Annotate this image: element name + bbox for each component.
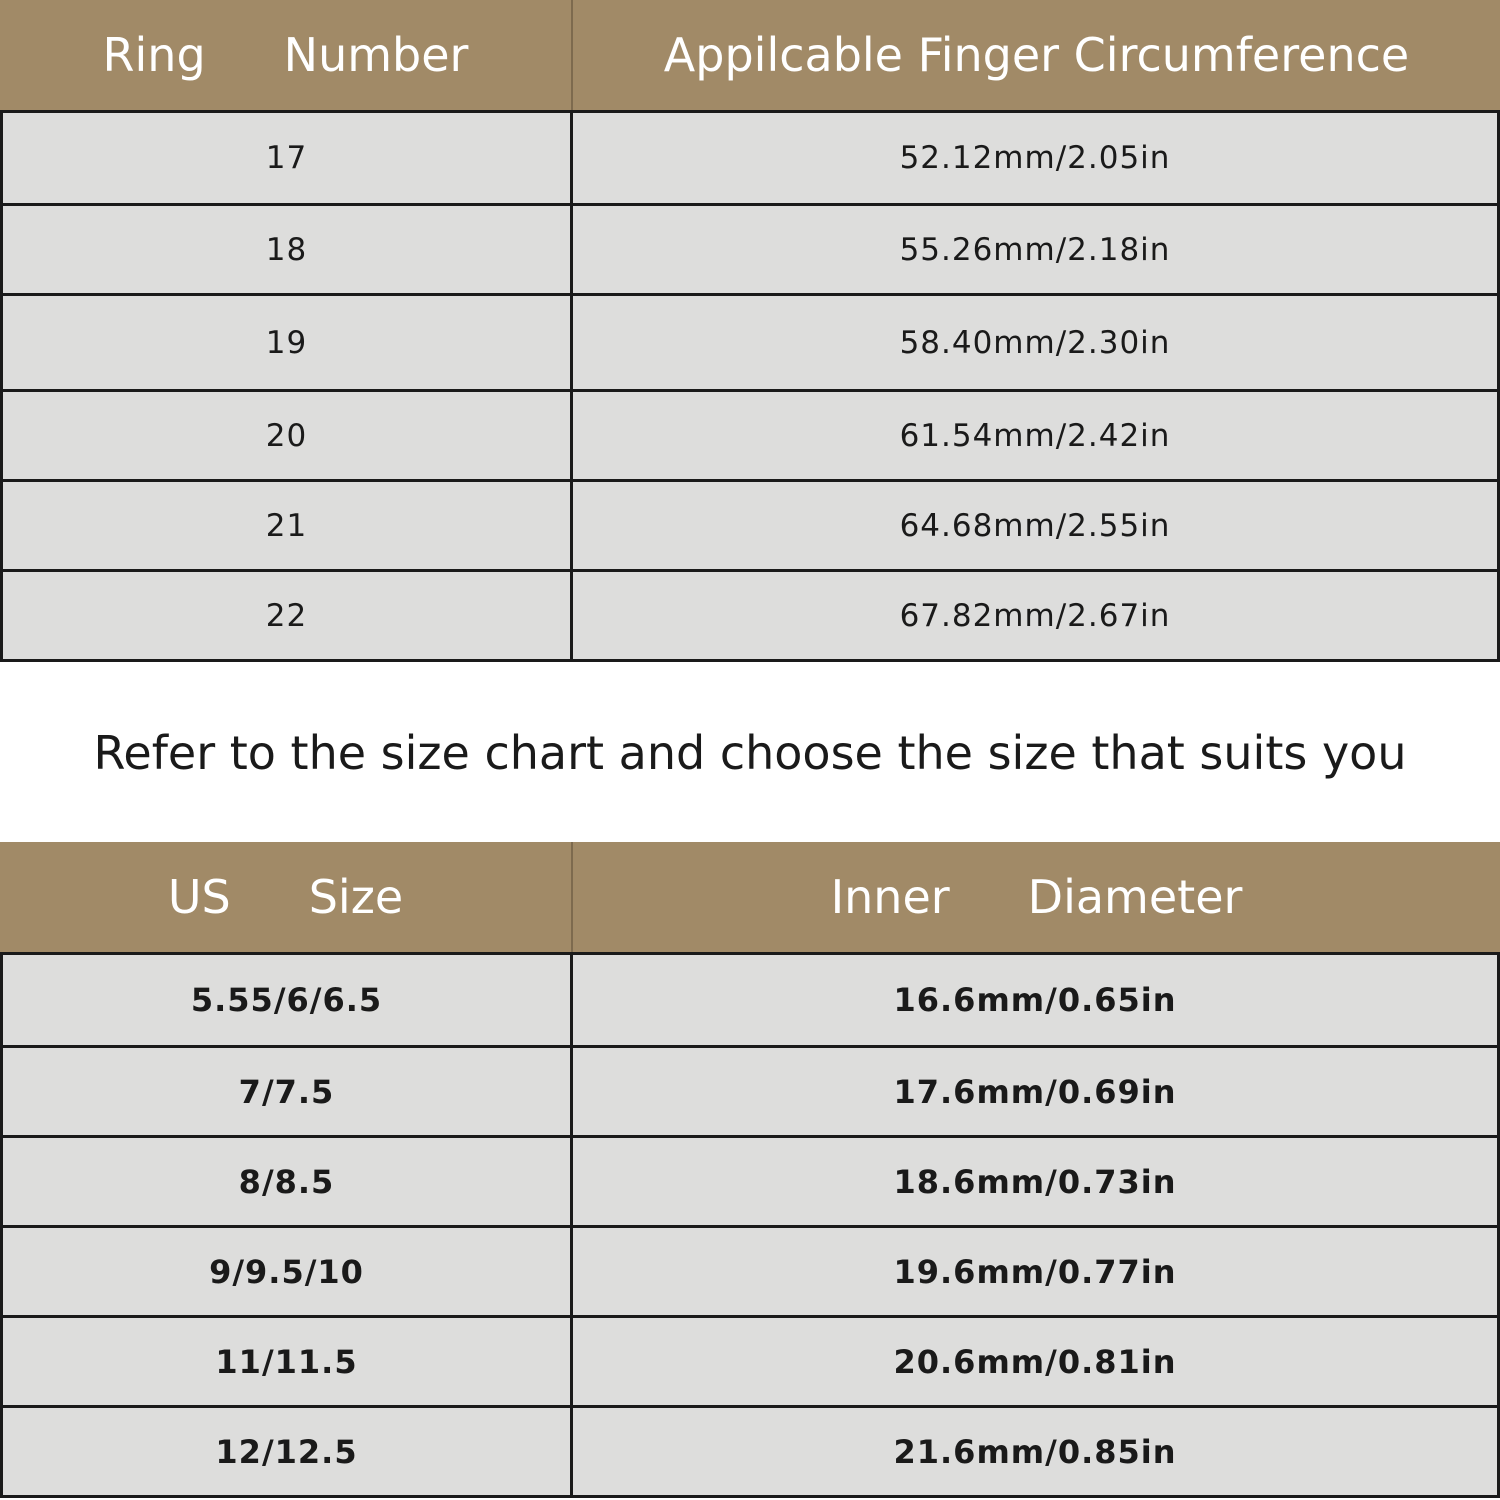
header-word: Diameter (1027, 870, 1243, 924)
header-word: Size (308, 870, 404, 924)
table-row (3, 1405, 1497, 1495)
ring-number-cell: 21 (3, 482, 573, 569)
us-size-table-header (0, 842, 1500, 955)
ring-number-table-body (0, 113, 1500, 662)
inner-diameter-cell: 21.6mm/0.85in (893, 1432, 1177, 1471)
table-row (3, 113, 1497, 203)
table-row (3, 203, 1497, 293)
inner-diameter-cell: 18.6mm/0.73in (893, 1162, 1177, 1201)
ring-number-table-header (0, 0, 1500, 113)
circumference-cell: 64.68mm/2.55in (899, 507, 1171, 544)
inner-diameter-cell: 19.6mm/0.77in (893, 1252, 1177, 1291)
table-row (3, 1135, 1497, 1225)
table-row (3, 569, 1497, 659)
table-row (3, 1045, 1497, 1135)
us-size-cell: 7/7.5 (3, 1048, 573, 1135)
ring-number-cell: 17 (3, 113, 573, 203)
circumference-cell: 67.82mm/2.67in (899, 597, 1171, 634)
ring-number-cell: 22 (3, 572, 573, 659)
table-row (3, 1315, 1497, 1405)
header-word: Inner (830, 870, 950, 924)
ring-number-cell: 20 (3, 392, 573, 479)
circumference-cell: 61.54mm/2.42in (899, 417, 1171, 454)
inner-diameter-cell: 20.6mm/0.81in (893, 1342, 1177, 1381)
inner-diameter-column-header (573, 842, 1500, 952)
ring-number-column-header (0, 0, 573, 110)
circumference-cell: 55.26mm/2.18in (899, 231, 1171, 268)
inner-diameter-cell: 17.6mm/0.69in (893, 1072, 1177, 1111)
us-size-cell: 9/9.5/10 (3, 1228, 573, 1315)
ring-number-table (0, 0, 1500, 663)
ring-number-cell: 19 (3, 296, 573, 389)
circumference-cell: 58.40mm/2.30in (899, 324, 1171, 361)
size-chart-caption: Refer to the size chart and choose the size that suits you (93, 725, 1407, 780)
table-row (3, 389, 1497, 479)
table-row (3, 955, 1497, 1045)
us-size-table-body (0, 955, 1500, 1498)
circumference-column-header: Appilcable Finger Circumference (663, 28, 1410, 82)
us-size-column-header (0, 842, 573, 952)
inner-diameter-cell: 16.6mm/0.65in (893, 981, 1177, 1019)
table-row (3, 1225, 1497, 1315)
header-word: Number (283, 28, 469, 82)
ring-number-cell: 18 (3, 206, 573, 293)
us-size-cell: 5.55/6/6.5 (3, 955, 573, 1045)
header-word: US (167, 870, 231, 924)
table-row (3, 293, 1497, 389)
us-size-cell: 11/11.5 (3, 1318, 573, 1405)
table-row (3, 479, 1497, 569)
circumference-cell: 52.12mm/2.05in (899, 140, 1171, 176)
us-size-table (0, 842, 1500, 1500)
us-size-cell: 8/8.5 (3, 1138, 573, 1225)
us-size-cell: 12/12.5 (3, 1408, 573, 1495)
header-word: Ring (102, 28, 206, 82)
